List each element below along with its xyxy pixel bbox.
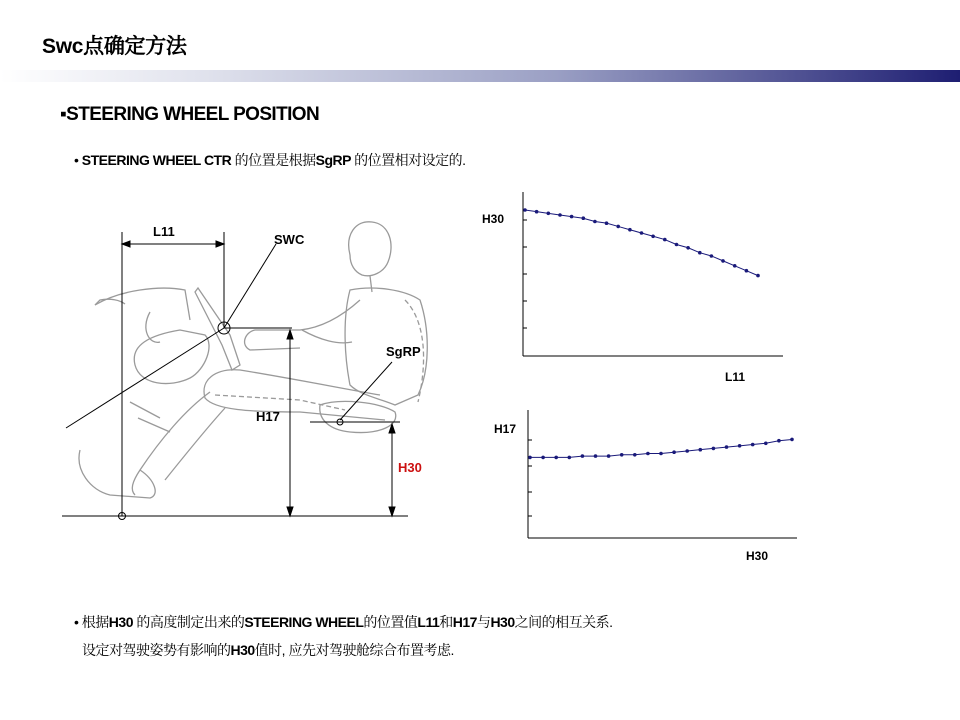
chart2-point-12 bbox=[685, 449, 689, 453]
chart1-point-20 bbox=[756, 274, 760, 278]
bb1-i: 与 bbox=[476, 614, 491, 630]
label-swc: SWC bbox=[274, 232, 305, 247]
bb1-k: 之间的相互关系. bbox=[514, 614, 613, 630]
chart1-y-ticks bbox=[523, 220, 527, 328]
diagram-labels bbox=[153, 224, 422, 475]
label-l11: L11 bbox=[153, 224, 175, 239]
centerline-dash bbox=[215, 395, 345, 410]
neck bbox=[370, 276, 372, 292]
chart2-point-0 bbox=[528, 456, 532, 460]
chart2-point-16 bbox=[738, 444, 742, 448]
label-sgrp: SgRP bbox=[386, 344, 421, 359]
swc-leader bbox=[224, 244, 276, 328]
chart1-point-10 bbox=[640, 231, 644, 235]
h17-arrow-bottom bbox=[287, 507, 293, 516]
dashboard-outline bbox=[95, 288, 190, 320]
chart1-point-2 bbox=[547, 212, 551, 216]
chart2-point-17 bbox=[751, 443, 755, 447]
chart1-point-13 bbox=[675, 243, 679, 247]
bullet-top-text-2: 的位置相对设定的. bbox=[354, 152, 466, 168]
chart2-point-13 bbox=[699, 448, 703, 452]
chart-h17-vs-h30 bbox=[494, 410, 797, 563]
chart1-point-3 bbox=[558, 213, 562, 217]
bb2-b: H30 bbox=[230, 642, 255, 658]
chart1-point-11 bbox=[651, 235, 655, 239]
shin bbox=[132, 392, 210, 495]
chart1-point-18 bbox=[733, 264, 737, 268]
chart1-point-14 bbox=[686, 246, 690, 250]
chart1-point-15 bbox=[698, 251, 702, 255]
chart2-point-9 bbox=[646, 452, 650, 456]
bb1-d: STEERING WHEEL bbox=[244, 614, 364, 630]
label-h17: H17 bbox=[256, 409, 280, 424]
chart2-point-14 bbox=[712, 447, 716, 451]
chart2-point-15 bbox=[725, 445, 729, 449]
thigh bbox=[204, 370, 385, 420]
chart2-point-18 bbox=[764, 442, 768, 446]
bullet-top-bold-2: SgRP bbox=[315, 152, 355, 168]
chart2-point-8 bbox=[633, 453, 637, 457]
bb1-c: 的高度制定出来的 bbox=[136, 614, 245, 630]
wheel-diagonal bbox=[66, 328, 224, 428]
chart2-point-3 bbox=[568, 456, 572, 460]
steering-column bbox=[195, 288, 240, 370]
bb1-h: H17 bbox=[452, 614, 477, 630]
chart2-y-ticks bbox=[528, 440, 532, 516]
chart2-point-4 bbox=[581, 454, 585, 458]
bullet-marker: • bbox=[74, 614, 79, 630]
l11-arrow-right bbox=[216, 241, 224, 247]
section-heading: ▪STEERING WHEEL POSITION bbox=[60, 104, 320, 125]
chart1-point-6 bbox=[593, 220, 597, 224]
chart2-point-11 bbox=[672, 450, 676, 454]
head bbox=[349, 222, 391, 276]
bb1-a: 根据 bbox=[81, 614, 109, 630]
chart1-point-17 bbox=[721, 259, 725, 263]
bb2-a: 设定对驾驶姿势有影响的 bbox=[82, 642, 231, 658]
chart2-point-2 bbox=[554, 456, 558, 460]
bullet-top-text-1: 的位置是根据 bbox=[234, 152, 316, 168]
h30-arrow-bottom bbox=[389, 507, 395, 516]
chart2-y-label: H17 bbox=[494, 422, 517, 436]
label-h30: H30 bbox=[398, 460, 422, 475]
bb1-e: 的位置值 bbox=[363, 614, 418, 630]
chart2-x-label: H30 bbox=[746, 549, 769, 563]
driver-figure bbox=[79, 222, 427, 498]
page-title: Swc点确定方法 bbox=[42, 35, 187, 58]
dimension-lines bbox=[62, 232, 408, 520]
chart2-point-6 bbox=[607, 454, 611, 458]
l11-arrow-left bbox=[122, 241, 130, 247]
chart2-point-20 bbox=[790, 438, 794, 442]
chart1-point-16 bbox=[710, 254, 714, 258]
bb1-f: L11 bbox=[417, 614, 440, 630]
chart2-point-5 bbox=[594, 454, 598, 458]
chart1-point-5 bbox=[582, 216, 586, 220]
chart1-point-12 bbox=[663, 238, 667, 242]
chart2-point-1 bbox=[541, 456, 545, 460]
h17-arrow-top bbox=[287, 330, 293, 339]
floor-lines bbox=[130, 402, 170, 432]
chart1-points bbox=[523, 208, 760, 277]
chart1-point-19 bbox=[745, 269, 749, 273]
bullet-top-bold-1: STEERING WHEEL CTR bbox=[81, 152, 235, 168]
chart1-y-label: H30 bbox=[482, 212, 505, 226]
shin-back bbox=[165, 408, 225, 480]
chart1-point-8 bbox=[616, 225, 620, 229]
chart-h30-vs-l11 bbox=[482, 192, 783, 384]
chart1-series-line bbox=[525, 210, 758, 276]
chart2-point-7 bbox=[620, 453, 624, 457]
bb1-b: H30 bbox=[108, 614, 137, 630]
bb1-g: 和 bbox=[439, 614, 453, 630]
bullet-marker: • bbox=[74, 152, 79, 168]
chart2-point-10 bbox=[659, 452, 663, 456]
chart1-point-7 bbox=[605, 221, 609, 225]
bb2-c: 值时, 应先对驾驶舱综合布置考虑. bbox=[254, 642, 454, 658]
chart1-point-1 bbox=[535, 210, 539, 214]
instrument-cluster bbox=[134, 330, 209, 384]
chart1-point-9 bbox=[628, 228, 632, 232]
foot bbox=[79, 450, 155, 498]
chart1-x-label: L11 bbox=[725, 370, 746, 384]
bb1-j: H30 bbox=[490, 614, 515, 630]
chart1-point-4 bbox=[570, 215, 574, 219]
chart2-point-19 bbox=[777, 439, 781, 443]
chart1-point-0 bbox=[523, 208, 527, 212]
chart2-points bbox=[528, 438, 794, 460]
